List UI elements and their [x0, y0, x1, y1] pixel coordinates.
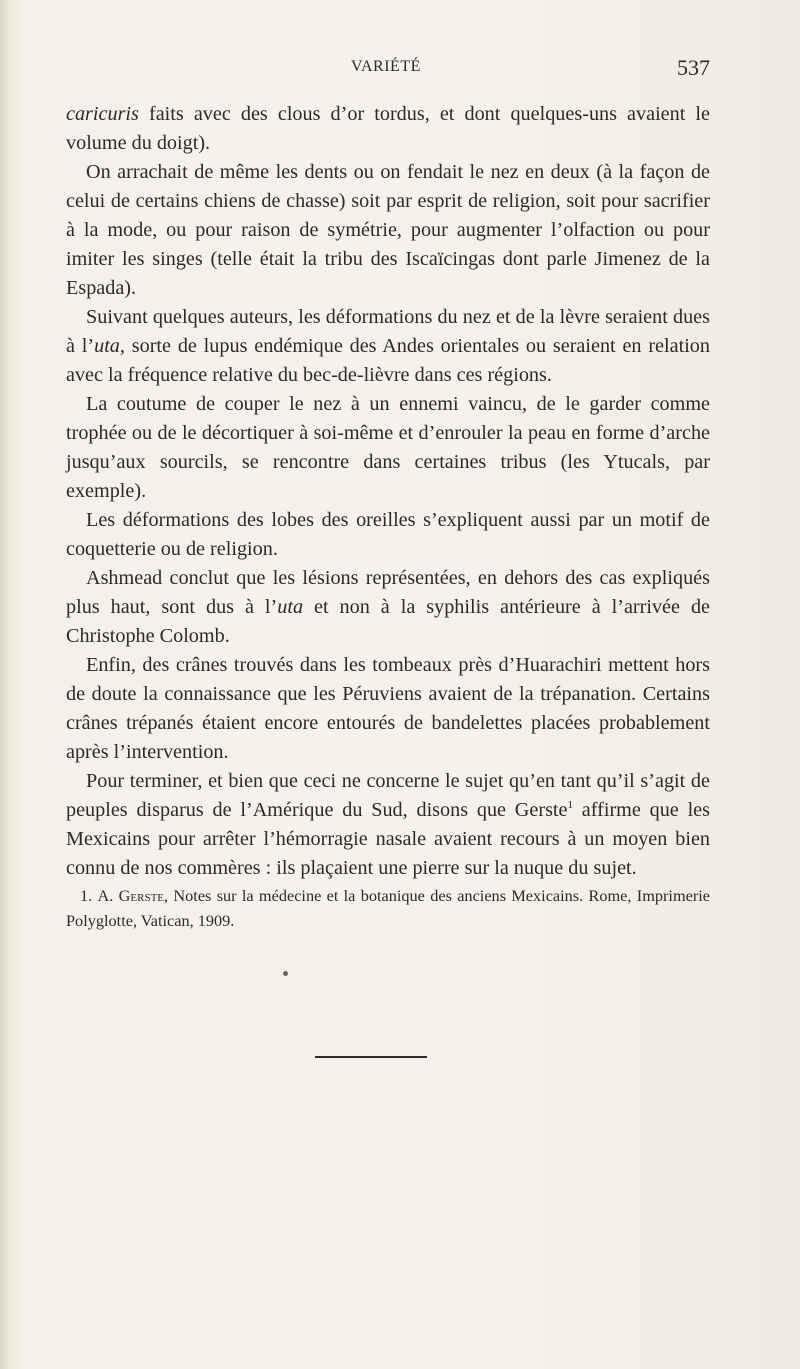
- ink-speck: [283, 971, 288, 976]
- paragraph-text: et non à la syphilis antérieure à l’arrivée de Christophe Colomb.: [66, 596, 710, 647]
- paragraph-5: [66, 506, 710, 564]
- body-text: [66, 100, 710, 883]
- footnote-reference[interactable]: 1: [567, 799, 573, 811]
- paragraph-text: Enfin, des crânes trouvés dans les tombeaux près d’Huarachiri mettent hors de doute la connaissance que les Péruviens avaient de la trépanation. Certains crânes trépanés étaient encore entourés de bandelettes placées probablement après l’intervention.: [66, 654, 710, 763]
- running-head: [66, 55, 710, 82]
- paragraph-text: Pour terminer, et bien que ceci ne concerne le sujet qu’en tant qu’il s’agit de peuples disparus de l’Amérique du Sud, disons que Gerste: [66, 770, 710, 821]
- paragraph-text: , sorte de lupus endémique des Andes orientales ou seraient en relation avec la fréquence relative du bec-de-lièvre dans ces régions.: [66, 335, 710, 386]
- paragraph-7: [66, 651, 710, 767]
- paragraph-text: Ashmead conclut que les lésions représentées, en dehors des cas expliqués plus haut, sont dus à l’: [66, 567, 710, 618]
- italic-term: uta: [277, 596, 304, 618]
- footnote-author: A. Gerste,: [97, 886, 169, 905]
- footnote-number: 1.: [80, 886, 93, 905]
- running-title: VARIÉTÉ: [351, 58, 421, 75]
- paragraph-4: [66, 390, 710, 506]
- paragraph-text: faits avec des clous d’or tordus, et dont quelques-uns avaient le volume du doigt).: [66, 103, 710, 154]
- paragraph-6: [66, 564, 710, 651]
- page-number: 537: [677, 55, 710, 80]
- end-rule-divider: [315, 1056, 427, 1058]
- page-binding-edge: [0, 0, 10, 1369]
- paragraph-text: La coutume de couper le nez à un ennemi vaincu, de le garder comme trophée ou de le décortiquer à soi-même et d’enrouler la peau en forme d’arche jusqu’aux sourcils, se rencontre dans certaines tribus (les Ytucals, par exemple).: [66, 393, 710, 502]
- italic-term: uta: [94, 335, 120, 357]
- italic-term: caricuris: [66, 103, 139, 125]
- paragraph-2: [66, 158, 710, 303]
- paragraph-text: affirme que les Mexicains pour arrêter l’hémorragie nasale avaient recours à un moyen bien connu de nos commères : ils plaçaient une pierre sur la nuque du sujet.: [66, 799, 710, 879]
- paragraph-text: On arrachait de même les dents ou on fendait le nez en deux (à la façon de celui de certains chiens de chasse) soit par esprit de religion, soit pour sacrifier à la mode, ou pour raison de symétrie, pour augmenter l’olfaction ou pour imiter les singes (telle était la tribu des Iscaïcingas dont parle Jimenez de la Espada).: [66, 161, 710, 299]
- paragraph-text: Les déformations des lobes des oreilles s’expliquent aussi par un motif de coquetterie ou de religion.: [66, 509, 710, 560]
- footnote-text: Notes sur la médecine et la botanique des anciens Mexicains. Rome, Imprimerie Polyglotte, Vatican, 1909.: [66, 886, 711, 930]
- paragraph-text: Suivant quelques auteurs, les déformations du nez et de la lèvre seraient dues à l’: [66, 306, 710, 357]
- footnote: [66, 883, 710, 933]
- paragraph-1: [66, 100, 710, 158]
- paragraph-3: [66, 303, 710, 390]
- paragraph-8: [66, 767, 710, 883]
